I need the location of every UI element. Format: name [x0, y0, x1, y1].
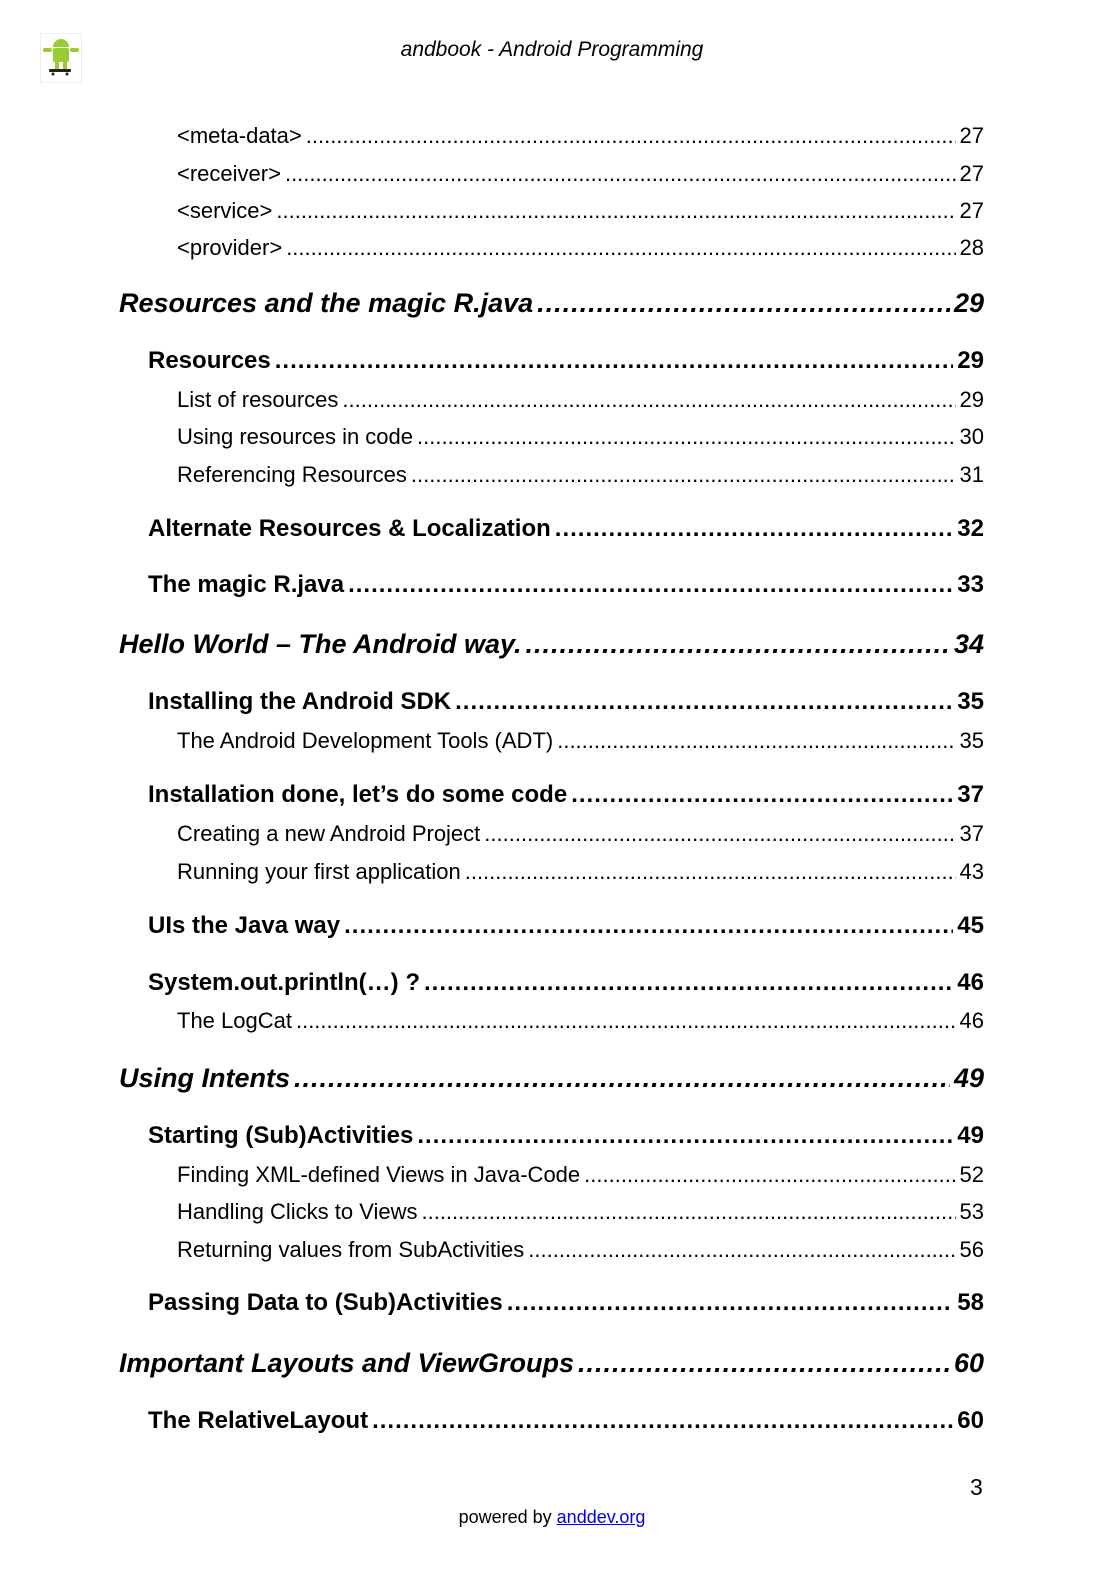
- toc-entry[interactable]: Returning values from SubActivities ..... 56: [177, 1233, 984, 1267]
- dot-leader: [417, 420, 956, 454]
- running-header: andbook - Android Programming: [400, 38, 704, 61]
- toc-entry[interactable]: <receiver> ..... 27: [177, 157, 984, 191]
- footer-link[interactable]: anddev.org: [556, 1507, 646, 1527]
- toc-entry[interactable]: The LogCat ..... 46: [177, 1004, 984, 1038]
- toc-entry[interactable]: <provider> ..... 28: [177, 231, 984, 265]
- toc-entry[interactable]: <service> ..... 27: [177, 194, 984, 228]
- toc-section[interactable]: The RelativeLayout ..... 60: [148, 1404, 984, 1438]
- toc-section[interactable]: System.out.println(…) ? ..... 46: [148, 966, 984, 1000]
- toc-chapter[interactable]: Important Layouts and ViewGroups ..... 60: [119, 1346, 984, 1380]
- toc-chapter[interactable]: Using Intents ..... 49: [119, 1061, 984, 1095]
- toc-entry[interactable]: Running your first application ..... 43: [177, 855, 984, 889]
- dot-leader: [294, 1061, 950, 1095]
- dot-leader: [342, 383, 955, 417]
- dot-leader: [285, 157, 956, 191]
- toc-entry[interactable]: Finding XML-defined Views in Java-Code ..... 52: [177, 1158, 984, 1192]
- toc-section[interactable]: Starting (Sub)Activities ..... 49: [148, 1119, 984, 1153]
- dot-leader: [421, 1195, 955, 1229]
- toc-entry[interactable]: Handling Clicks to Views ..... 53: [177, 1195, 984, 1229]
- toc-entry[interactable]: <meta-data> ..... 27: [177, 119, 984, 153]
- toc-entry[interactable]: Creating a new Android Project ..... 37: [177, 817, 984, 851]
- dot-leader: [507, 1286, 954, 1320]
- dot-leader: [584, 1158, 955, 1192]
- dot-leader: [276, 194, 955, 228]
- toc-section[interactable]: UIs the Java way ..... 45: [148, 909, 984, 943]
- dot-leader: [417, 1119, 953, 1153]
- toc-entry[interactable]: Referencing Resources ..... 31: [177, 458, 984, 492]
- dot-leader: [526, 627, 950, 661]
- toc-section[interactable]: Resources ..... 29: [148, 344, 984, 378]
- dot-leader: [571, 778, 953, 812]
- toc-section[interactable]: Installation done, let’s do some code ..... 37: [148, 778, 984, 812]
- dot-leader: [578, 1346, 950, 1380]
- toc-section[interactable]: The magic R.java ..... 33: [148, 568, 984, 602]
- dot-leader: [275, 344, 954, 378]
- footer-text: powered by: [458, 1507, 552, 1527]
- dot-leader: [484, 817, 955, 851]
- toc-chapter[interactable]: Resources and the magic R.java ..... 29: [119, 286, 984, 320]
- dot-leader: [455, 685, 953, 719]
- toc-entry[interactable]: The Android Development Tools (ADT) ..... 35: [177, 724, 984, 758]
- toc-entry[interactable]: List of resources ..... 29: [177, 383, 984, 417]
- page-number: 3: [970, 1474, 983, 1500]
- dot-leader: [465, 855, 956, 889]
- toc-section[interactable]: Passing Data to (Sub)Activities ..... 58: [148, 1286, 984, 1320]
- dot-leader: [555, 512, 954, 546]
- toc-section[interactable]: Alternate Resources & Localization ..... 32: [148, 512, 984, 546]
- footer: [0, 1507, 1104, 1528]
- dot-leader: [286, 231, 955, 265]
- dot-leader: [306, 119, 956, 153]
- dot-leader: [348, 568, 953, 602]
- toc-section[interactable]: Installing the Android SDK ..... 35: [148, 685, 984, 719]
- toc-entry[interactable]: Using resources in code ..... 30: [177, 420, 984, 454]
- dot-leader: [411, 458, 956, 492]
- dot-leader: [344, 909, 953, 943]
- toc-chapter[interactable]: Hello World – The Android way. ..... 34: [119, 627, 984, 661]
- dot-leader: [528, 1233, 955, 1267]
- dot-leader: [372, 1404, 953, 1438]
- dot-leader: [537, 286, 950, 320]
- dot-leader: [424, 966, 953, 1000]
- dot-leader: [296, 1004, 956, 1038]
- dot-leader: [557, 724, 955, 758]
